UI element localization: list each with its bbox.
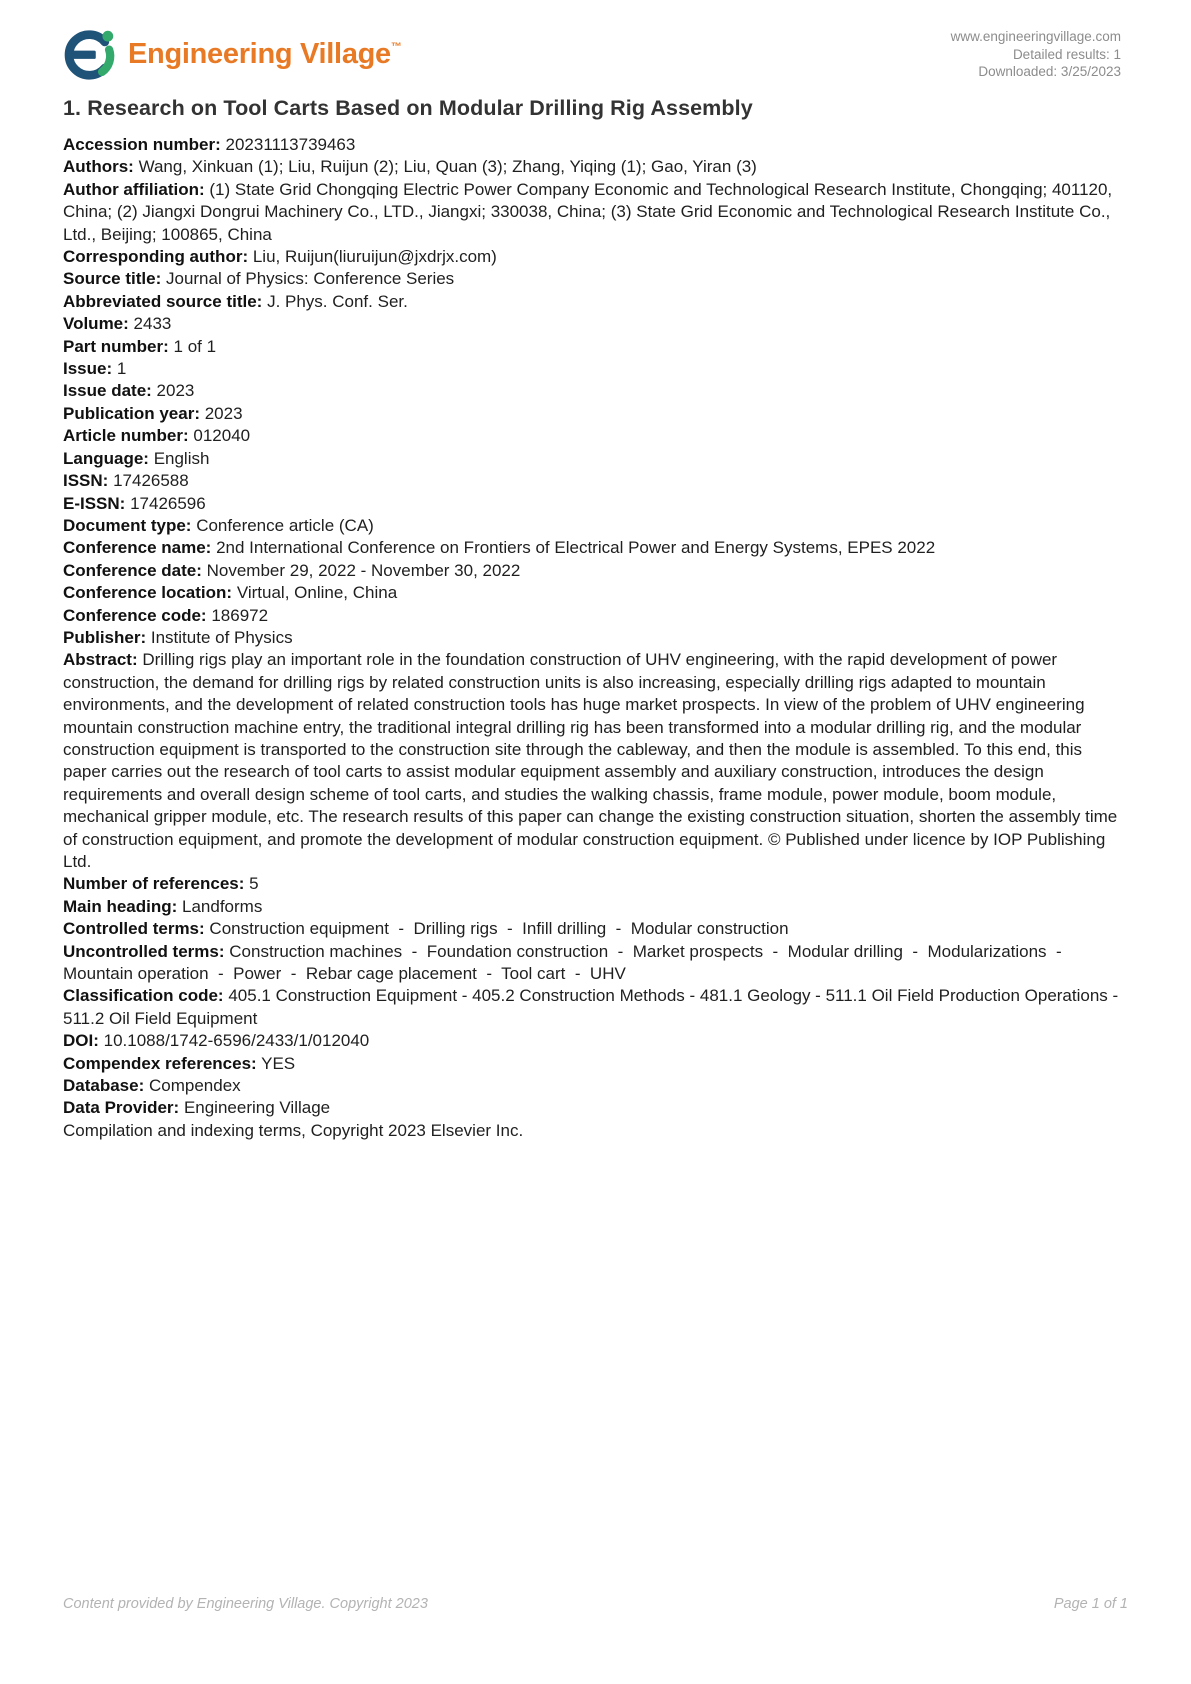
- field-label: Uncontrolled terms:: [63, 941, 225, 961]
- field-label: Part number:: [63, 336, 169, 356]
- logo-text: Engineering Village: [128, 37, 391, 70]
- field-row: [63, 268, 1125, 290]
- header-website: www.engineeringvillage.com: [950, 29, 1121, 44]
- field-label: Number of references:: [63, 874, 245, 894]
- field-label: Controlled terms:: [63, 919, 205, 939]
- field-value: 5: [249, 874, 259, 894]
- field-value: 17426588: [113, 471, 189, 491]
- field-label: Issue:: [63, 359, 113, 379]
- field-row: [63, 605, 1125, 627]
- field-value: Institute of Physics: [150, 627, 293, 647]
- field-label: Publisher:: [63, 627, 147, 647]
- field-label: Main heading:: [63, 896, 178, 916]
- field-value: 10.1088/1742-6596/2433/1/012040: [103, 1031, 370, 1051]
- field-row: [63, 470, 1125, 492]
- footer-content-provider: Content provided by Engineering Village. Copyright 2023: [63, 1596, 428, 1612]
- field-value: J. Phys. Conf. Ser.: [267, 291, 408, 311]
- field-label: Database:: [63, 1076, 145, 1096]
- field-row: [63, 358, 1125, 380]
- field-value: Landforms: [182, 896, 263, 916]
- record-fields: [63, 134, 1125, 1120]
- field-label: Authors:: [63, 157, 134, 177]
- field-row: [63, 493, 1125, 515]
- field-value: 2023: [156, 381, 195, 401]
- field-row: [63, 448, 1125, 470]
- field-row: [63, 380, 1125, 402]
- field-row: [63, 425, 1125, 447]
- field-value: 2023: [204, 403, 243, 423]
- trademark-symbol: ™: [390, 40, 402, 53]
- field-row: [63, 1030, 1125, 1052]
- copyright-line: Compilation and indexing terms, Copyright 2023 Elsevier Inc.: [63, 1120, 524, 1140]
- field-label: ISSN:: [63, 471, 109, 491]
- field-value: English: [153, 448, 210, 468]
- field-label: Language:: [63, 448, 149, 468]
- field-value: November 29, 2022 - November 30, 2022: [206, 560, 521, 580]
- field-row: [63, 246, 1125, 268]
- field-row: [63, 582, 1125, 604]
- field-label: DOI:: [63, 1031, 99, 1051]
- field-row: [63, 336, 1125, 358]
- field-value: Journal of Physics: Conference Series: [165, 269, 455, 289]
- field-row: [63, 134, 1125, 156]
- field-label: Compendex references:: [63, 1053, 257, 1073]
- field-row: [63, 985, 1125, 1030]
- field-row: [63, 1053, 1125, 1075]
- field-label: Conference code:: [63, 605, 207, 625]
- field-value: Compendex: [149, 1076, 241, 1096]
- field-row: [63, 941, 1125, 986]
- field-row: [63, 560, 1125, 582]
- engineering-village-logo: [61, 26, 402, 82]
- field-row: [63, 291, 1125, 313]
- field-value: Construction equipment - Drilling rigs - Infill drilling - Modular construction: [209, 919, 789, 939]
- header-info: [951, 26, 1121, 81]
- field-row: [63, 179, 1125, 246]
- field-label: Conference location:: [63, 583, 233, 603]
- field-value: 20231113739463: [225, 135, 356, 154]
- field-label: Issue date:: [63, 381, 152, 401]
- field-label: Author affiliation:: [63, 179, 205, 199]
- field-value: Drilling rigs play an important role in the foundation construction of UHV engineering, with the rapid development of power construction, the demand for drilling rigs by related construction units is also increasing, especially drilling rigs adapted to mountain environments, and the development of related construction tools has huge market prospects. In view of the problem of UHV engineering mountain construction machine entry, the traditional integral drilling rig has been transformed into a modular drilling rig, and the modular construction equipment is transported to the construction site through the cableway, and then the module is assembled. To this end, this paper carries out the research of tool carts to assist modular equipment assembly and auxiliary construction, introduces the design requirements and overall design scheme of tool carts, and studies the walking chassis, frame module, power module, boom module, mechanical gripper module, etc. The research results of this paper can change the existing construction situation, shorten the assembly time of construction equipment, and promote the development of modular construction equipment. © Published under licence by IOP Publishing Ltd.: [63, 650, 1122, 871]
- field-value: 2433: [133, 314, 172, 334]
- field-label: Publication year:: [63, 403, 200, 423]
- field-label: Article number:: [63, 426, 189, 446]
- field-value: YES: [261, 1053, 296, 1073]
- field-value: (1) State Grid Chongqing Electric Power Company Economic and Technological Research Institute, Chongqing; 401120, China; (2) Jiangxi Dongrui Machinery Co., LTD., Jiangxi; 330038, China; (3) State Grid Economic and Technological Research Institute Co., Ltd., Beijing; 100865, China: [63, 179, 1117, 244]
- field-value: 1 of 1: [173, 336, 217, 356]
- field-value: Wang, Xinkuan (1); Liu, Ruijun (2); Liu, Quan (3); Zhang, Yiqing (1); Gao, Yiran (3): [138, 157, 757, 177]
- record-title: 1. Research on Tool Carts Based on Modular Drilling Rig Assembly: [63, 96, 753, 120]
- field-label: Volume:: [63, 314, 129, 334]
- field-label: Abbreviated source title:: [63, 291, 263, 311]
- footer-page-number: Page 1 of 1: [1053, 1596, 1128, 1612]
- field-value: 012040: [193, 426, 251, 446]
- field-label: Source title:: [63, 269, 162, 289]
- header-detailed-results: Detailed results: 1: [1012, 46, 1121, 62]
- field-label: E-ISSN:: [63, 493, 126, 513]
- field-value: 17426596: [130, 493, 206, 513]
- field-row: [63, 537, 1125, 559]
- field-label: Data Provider:: [63, 1098, 180, 1118]
- page-footer: [63, 1596, 1128, 1612]
- field-row: [63, 156, 1125, 178]
- field-value: 2nd International Conference on Frontiers of Electrical Power and Energy Systems, EPES 2022: [216, 538, 936, 558]
- field-row: [63, 873, 1125, 895]
- ei-logo-icon: [61, 26, 117, 82]
- field-row: [63, 403, 1125, 425]
- field-label: Conference date:: [63, 560, 202, 580]
- field-label: Abstract:: [63, 650, 138, 670]
- field-label: Corresponding author:: [63, 247, 249, 267]
- field-row: [63, 1097, 1125, 1119]
- field-value: Liu, Ruijun(liuruijun@jxdrjx.com): [252, 247, 497, 267]
- field-row: [63, 515, 1125, 537]
- record-content: [63, 96, 1125, 1142]
- field-row: [63, 313, 1125, 335]
- field-value: 1: [116, 359, 127, 379]
- field-value: Construction machines - Foundation construction - Market prospects - Modular drilling - Modularizations - Mountain operation - Power - Rebar cage placement - Tool cart - UHV: [63, 941, 1072, 984]
- field-value: Conference article (CA): [196, 515, 374, 535]
- field-label: Conference name:: [63, 538, 212, 558]
- field-label: Accession number:: [63, 135, 221, 154]
- field-row: [63, 896, 1125, 918]
- page-header: [61, 26, 1121, 82]
- field-label: Classification code:: [63, 986, 224, 1006]
- logo-wordmark: [128, 38, 402, 71]
- field-label: Document type:: [63, 515, 192, 535]
- field-row: [63, 627, 1125, 649]
- field-row: [63, 918, 1125, 940]
- field-value: Virtual, Online, China: [236, 583, 398, 603]
- field-value: Engineering Village: [183, 1098, 331, 1118]
- field-value: 186972: [211, 605, 269, 625]
- header-downloaded-date: Downloaded: 3/25/2023: [978, 64, 1121, 79]
- field-row: [63, 1075, 1125, 1097]
- field-row: [63, 649, 1125, 873]
- field-value: 405.1 Construction Equipment - 405.2 Construction Methods - 481.1 Geology - 511.1 Oil Field Production Operations - 511.2 Oil Field Equipment: [63, 986, 1123, 1028]
